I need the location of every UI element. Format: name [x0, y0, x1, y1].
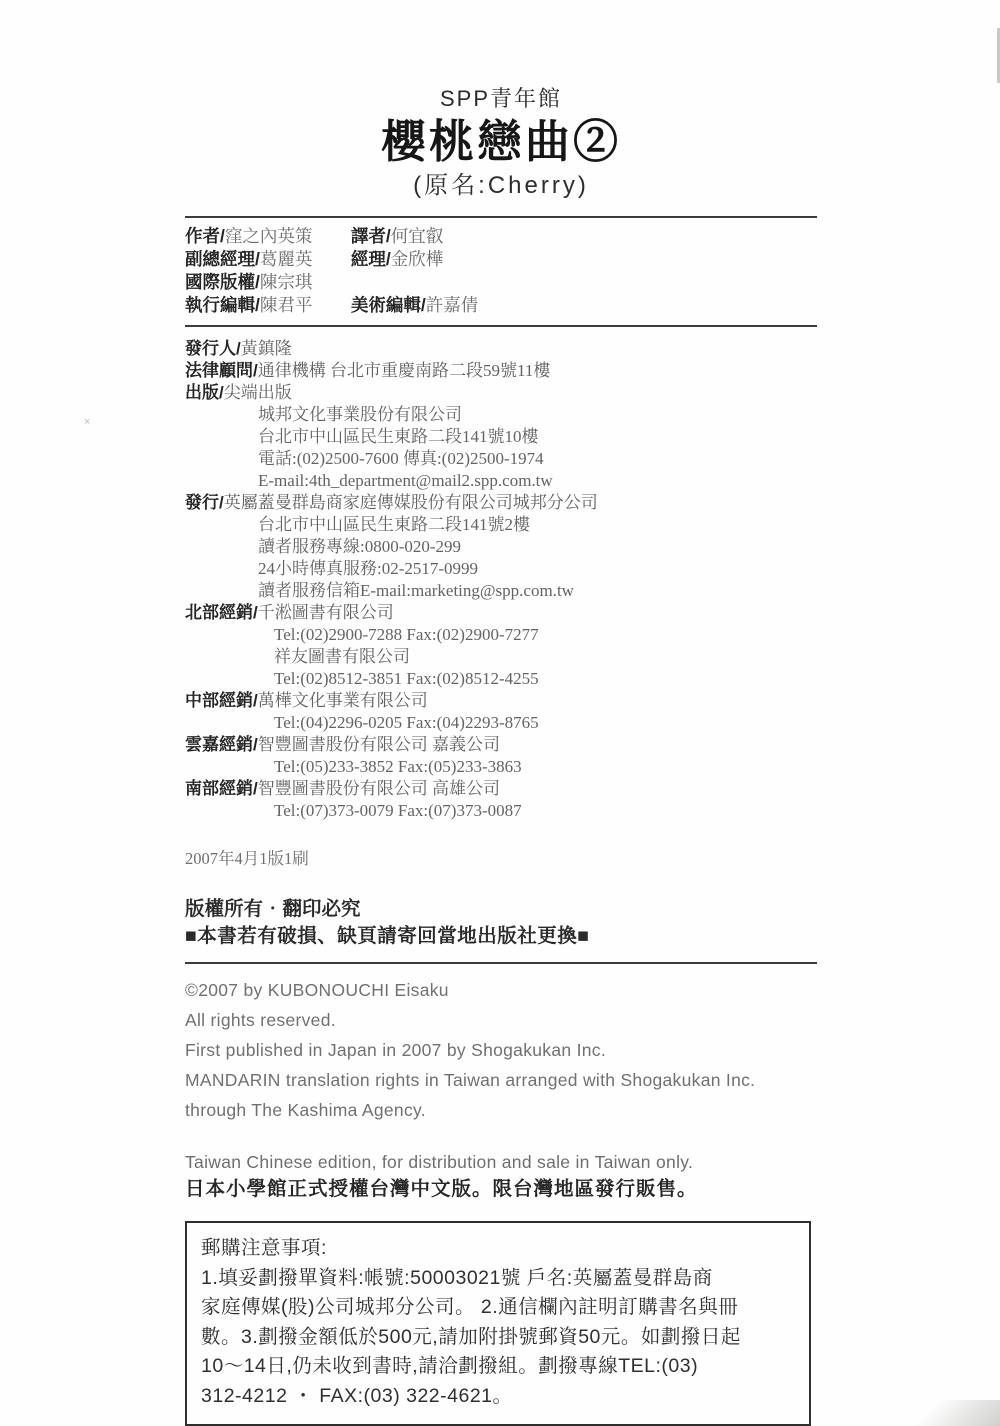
- entry-label: 北部經銷/: [185, 603, 258, 622]
- publisher-address: 台北市中山區民生東路二段141號10樓: [258, 427, 539, 446]
- credits-block: [185, 225, 817, 317]
- legal-advisor-entry: [185, 360, 817, 382]
- entry-value: 智豐圖書股份有限公司 高雄公司: [257, 779, 500, 798]
- mail-order-box: [185, 1221, 811, 1426]
- credit-pair: [351, 249, 443, 269]
- publishing-block: [185, 338, 817, 822]
- credit-person: 金欣樺: [390, 249, 444, 269]
- credit-row: [185, 271, 817, 294]
- credit-role: 國際版權/: [185, 272, 260, 292]
- publisher-imprint-entry: [185, 382, 817, 404]
- colophon-content: [185, 0, 817, 1426]
- original-title: (原名:Cherry): [413, 172, 589, 199]
- credit-person: 窪之內英策: [224, 226, 313, 246]
- scan-corner-shadow: [880, 1400, 1000, 1426]
- credit-pair: [351, 226, 443, 246]
- credit-row: [185, 294, 817, 317]
- reader-service-line: 讀者服務專線:0800-020-299: [258, 537, 462, 556]
- mail-order-line: 312-4212 ・ FAX:(03) 322-4621。: [201, 1384, 513, 1407]
- title-block: [185, 84, 817, 202]
- central-distributor-entry: [185, 690, 817, 712]
- divider-credits: [185, 325, 817, 327]
- credit-role: 美術編輯/: [350, 295, 426, 315]
- entry-value: 智豐圖書股份有限公司 嘉義公司: [257, 735, 500, 754]
- north-distributor-company2: 祥友圖書有限公司: [274, 647, 410, 666]
- scan-speck: ×: [84, 416, 91, 428]
- credit-row: [185, 225, 817, 248]
- north-distributor-tel2: Tel:(02)8512-3851 Fax:(02)8512-4255: [274, 669, 539, 688]
- all-rights-reserved-zh: 版權所有‧翻印必究: [185, 898, 361, 920]
- entry-label: 出版/: [185, 383, 224, 402]
- entry-value: 通律機構 台北市重慶南路二段59號11樓: [257, 361, 551, 380]
- entry-value: 千淞圖書有限公司: [257, 603, 394, 622]
- distributor-entry: [185, 492, 817, 514]
- divider-top: [185, 216, 817, 218]
- english-copyright-block: [185, 975, 817, 1125]
- entry-value: 英屬蓋曼群島商家庭傳媒股份有限公司城邦分公司: [223, 493, 598, 512]
- imprint-name: SPP青年館: [439, 86, 563, 111]
- publisher-company: 城邦文化事業股份有限公司: [258, 405, 462, 424]
- credit-pair: [185, 225, 346, 248]
- north-distributor-entry: [185, 602, 817, 624]
- mail-order-line: 1.填妥劃撥單資料:帳號:50003021號 戶名:英屬蓋曼群島商: [201, 1266, 713, 1289]
- entry-value: 尖端出版: [223, 383, 292, 402]
- entry-label: 中部經銷/: [185, 691, 258, 710]
- credit-role: 經理/: [350, 249, 391, 269]
- edition-printing: 2007年4月1版1刷: [185, 849, 309, 868]
- book-title: 櫻桃戀曲②: [380, 116, 621, 167]
- copyright-line: through The Kashima Agency.: [185, 1100, 426, 1120]
- credit-person: 陳君平: [259, 295, 313, 315]
- credit-person: 葛麗英: [259, 249, 313, 269]
- mail-order-line: 家庭傳媒(股)公司城邦分公司。 2.通信欄內註明訂購書名與冊: [201, 1296, 739, 1318]
- credit-row: [185, 248, 817, 271]
- central-distributor-tel: Tel:(04)2296-0205 Fax:(04)2293-8765: [274, 713, 539, 732]
- north-distributor-tel: Tel:(02)2900-7288 Fax:(02)2900-7277: [274, 625, 539, 644]
- copyright-line: All rights reserved.: [185, 1010, 336, 1030]
- credit-person: 陳宗琪: [259, 272, 313, 292]
- entry-label: 發行人/: [185, 339, 241, 358]
- yunchia-distributor-tel: Tel:(05)233-3852 Fax:(05)233-3863: [274, 757, 522, 776]
- taiwan-edition-zh: 日本小學館正式授權台灣中文版。限台灣地區發行販售。: [185, 1178, 698, 1200]
- south-distributor-tel: Tel:(07)373-0079 Fax:(07)373-0087: [274, 801, 522, 820]
- copyright-notice: [185, 896, 817, 950]
- copyright-line: First published in Japan in 2007 by Shogakukan Inc.: [185, 1040, 606, 1060]
- credit-pair: [351, 295, 478, 315]
- mail-order-line: 數。3.劃撥金額低於500元,請加附掛號郵資50元。如劃撥日起: [201, 1325, 741, 1348]
- south-distributor-entry: [185, 778, 817, 800]
- credit-role: 譯者/: [350, 226, 391, 246]
- entry-value: 黃鎮隆: [240, 339, 292, 358]
- publisher-entry: [185, 338, 817, 360]
- copyright-line: MANDARIN translation rights in Taiwan arranged with Shogakukan Inc.: [185, 1070, 756, 1090]
- copyright-line: ©2007 by KUBONOUCHI Eisaku: [185, 980, 449, 1000]
- credit-role: 副總經理/: [185, 249, 260, 269]
- credit-role: 作者/: [185, 226, 225, 246]
- credit-person: 許嘉倩: [425, 295, 479, 315]
- credit-person: 何宜叡: [390, 226, 444, 246]
- mail-order-line: 10～14日,仍未收到書時,請洽劃撥組。劃撥專線TEL:(03): [201, 1355, 699, 1377]
- publisher-email: E-mail:4th_department@mail2.spp.com.tw: [258, 471, 553, 490]
- reader-service-email: 讀者服務信箱E-mail:marketing@spp.com.tw: [258, 581, 574, 600]
- taiwan-edition-en: Taiwan Chinese edition, for distribution and sale in Taiwan only.: [185, 1152, 694, 1172]
- entry-value: 萬樺文化事業有限公司: [257, 691, 428, 710]
- distributor-address: 台北市中山區民生東路二段141號2樓: [258, 515, 530, 534]
- entry-label: 發行/: [185, 493, 224, 512]
- publisher-phone-fax: 電話:(02)2500-7600 傳真:(02)2500-1974: [258, 449, 544, 468]
- credit-pair: [185, 248, 346, 271]
- entry-label: 法律顧問/: [185, 361, 258, 380]
- entry-label: 雲嘉經銷/: [185, 735, 258, 754]
- mail-order-heading: 郵購注意事項:: [201, 1237, 327, 1259]
- yunchia-distributor-entry: [185, 734, 817, 756]
- divider-notice: [185, 962, 817, 964]
- entry-label: 南部經銷/: [185, 779, 258, 798]
- fax-service-line: 24小時傳真服務:02-2517-0999: [258, 559, 479, 578]
- credit-pair: [185, 271, 346, 294]
- credit-role: 執行編輯/: [185, 295, 260, 315]
- credit-pair: [185, 294, 346, 317]
- damaged-copy-notice: ■本書若有破損、缺頁請寄回當地出版社更換■: [185, 925, 590, 947]
